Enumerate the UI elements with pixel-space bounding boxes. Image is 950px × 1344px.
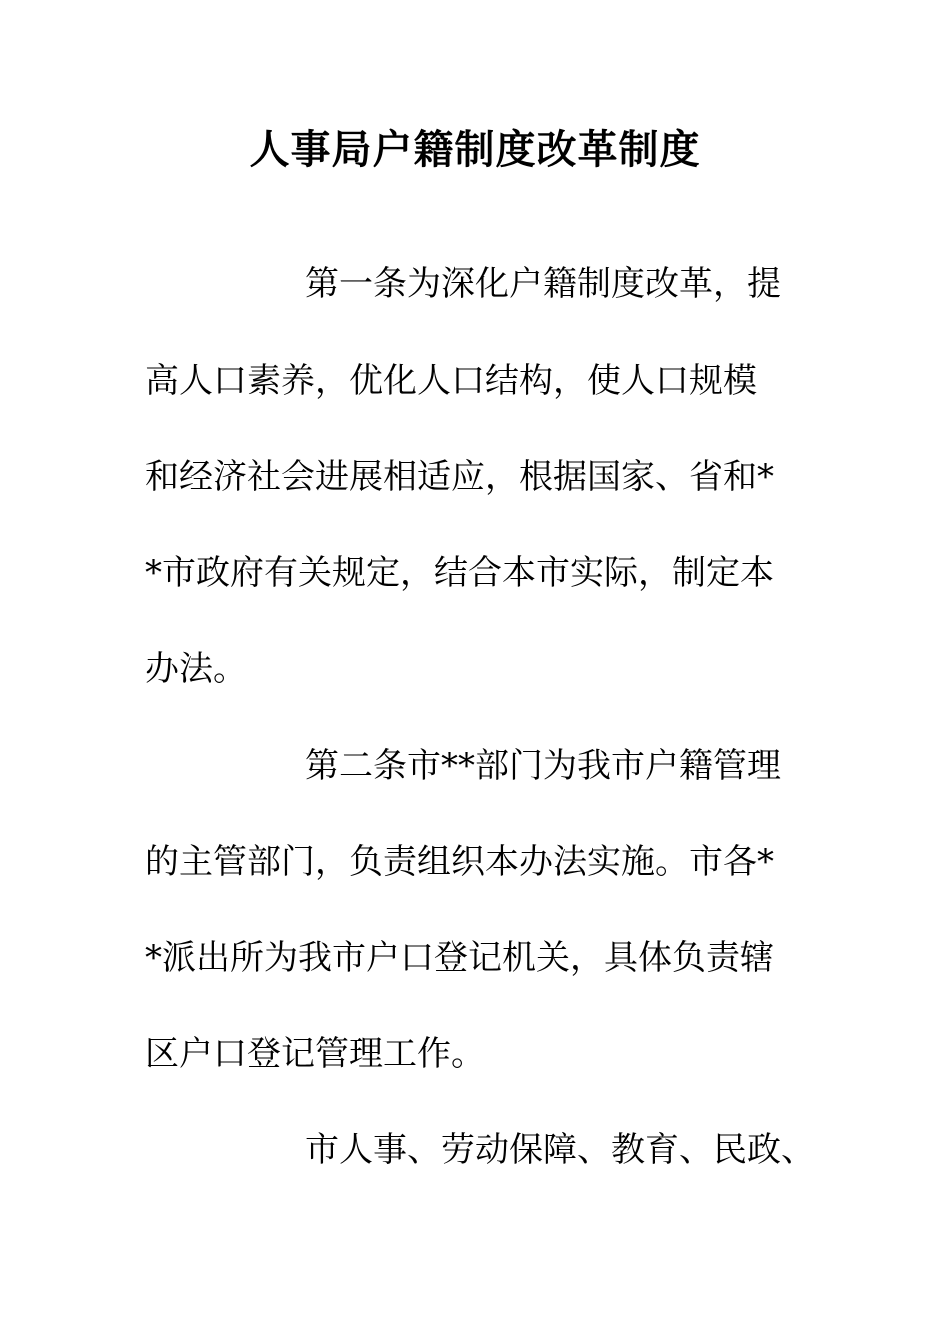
- paragraph-1-line-2: 高人口素养，优化人口结构，使人口规模: [145, 361, 757, 401]
- paragraph-2-line-1: 第二条市**部门为我市户籍管理: [305, 746, 781, 786]
- paragraph-1-line-5: 办法。: [145, 649, 247, 689]
- paragraph-3-line-1: 市人事、劳动保障、教育、民政、: [305, 1130, 815, 1170]
- paragraph-2-line-2: 的主管部门，负责组织本办法实施。市各*: [145, 842, 774, 882]
- paragraph-1-line-1: 第一条为深化户籍制度改革，提: [305, 264, 781, 304]
- document-title: 人事局户籍制度改革制度: [249, 127, 701, 173]
- paragraph-1-line-3: 和经济社会进展相适应，根据国家、省和*: [145, 457, 774, 497]
- paragraph-2-line-3: *派出所为我市户口登记机关，具体负责辖: [145, 938, 774, 978]
- paragraph-1-line-4: *市政府有关规定，结合本市实际，制定本: [145, 553, 774, 593]
- paragraph-2-line-4: 区户口登记管理工作。: [145, 1034, 485, 1074]
